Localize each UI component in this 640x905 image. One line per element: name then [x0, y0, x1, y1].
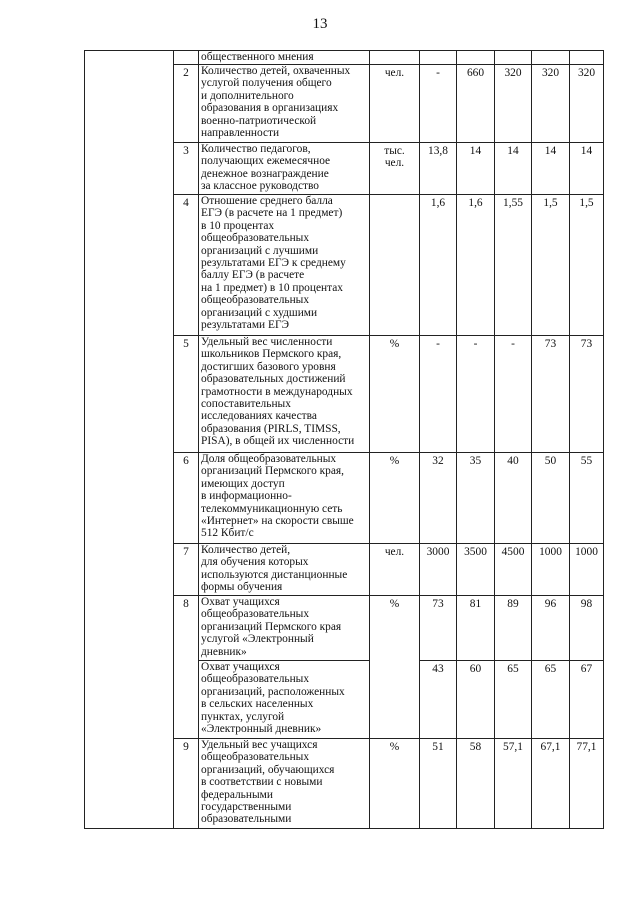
value-cell — [570, 51, 604, 65]
value-cell: 40 — [495, 453, 532, 544]
value-cell: 1,5 — [532, 195, 570, 336]
value-cell: 58 — [457, 739, 495, 829]
value-cell: 98 — [570, 596, 604, 661]
indicator-description: Доля общеобразовательных организаций Пермского края, имеющих доступ в информационно- телекоммуникационную сеть «Интернет» на скорости свыше 512 Кбит/с — [199, 453, 370, 544]
unit-cell — [370, 195, 420, 336]
row-number: 9 — [174, 739, 199, 829]
row-number: 6 — [174, 453, 199, 544]
value-cell: 55 — [570, 453, 604, 544]
value-cell: 14 — [532, 143, 570, 195]
value-cell — [532, 51, 570, 65]
table-row — [85, 51, 604, 65]
value-cell: 1,6 — [457, 195, 495, 336]
value-cell: - — [495, 336, 532, 453]
value-cell: 320 — [495, 65, 532, 143]
row-number: 3 — [174, 143, 199, 195]
value-cell: 73 — [532, 336, 570, 453]
indicator-description: Количество педагогов, получающих ежемесячное денежное вознаграждение за классное руководство — [199, 143, 370, 195]
value-cell: 73 — [420, 596, 457, 661]
value-cell: 1,55 — [495, 195, 532, 336]
indicator-description: Количество детей, охваченных услугой получения общего и дополнительного образования в организациях военно-патриотической направленности — [199, 65, 370, 143]
unit-cell: % — [370, 596, 420, 739]
value-cell: 77,1 — [570, 739, 604, 829]
value-cell: 65 — [495, 661, 532, 739]
unit-cell: чел. — [370, 544, 420, 596]
indicator-description: Удельный вес численности школьников Пермского края, достигших базового уровня образовательных достижений грамотности в международных сопоставительных исследованиях качества образования (PIRLS, TIMSS, PISA), в общей их численности — [199, 336, 370, 453]
value-cell: 67,1 — [532, 739, 570, 829]
value-cell: 13,8 — [420, 143, 457, 195]
indicator-description: Охват учащихся общеобразовательных организаций, расположенных в сельских населенных пунктах, услугой «Электронный дневник» — [199, 661, 370, 739]
value-cell: 320 — [532, 65, 570, 143]
row-number: 4 — [174, 195, 199, 336]
value-cell: 35 — [457, 453, 495, 544]
value-cell: 320 — [570, 65, 604, 143]
value-cell: 3500 — [457, 544, 495, 596]
value-cell: 81 — [457, 596, 495, 661]
page-number: 13 — [312, 16, 328, 32]
value-cell: 660 — [457, 65, 495, 143]
value-cell: 1000 — [532, 544, 570, 596]
unit-cell: % — [370, 739, 420, 829]
value-cell: 43 — [420, 661, 457, 739]
value-cell: - — [420, 65, 457, 143]
value-cell: 14 — [457, 143, 495, 195]
indicator-description: Удельный вес учащихся общеобразовательных организаций, обучающихся в соответствии с новыми федеральными государственными образовательными — [199, 739, 370, 829]
value-cell: 89 — [495, 596, 532, 661]
value-cell: 60 — [457, 661, 495, 739]
unit-cell: тыс. чел. — [370, 143, 420, 195]
indicator-description: Количество детей, для обучения которых используются дистанционные формы обучения — [199, 544, 370, 596]
row-number — [174, 51, 199, 65]
value-cell: 50 — [532, 453, 570, 544]
value-cell — [457, 51, 495, 65]
row-number: 5 — [174, 336, 199, 453]
unit-cell: чел. — [370, 65, 420, 143]
indicator-description: Отношение среднего балла ЕГЭ (в расчете на 1 предмет) в 10 процентах общеобразовательных организаций с лучшими результатами ЕГЭ к среднему баллу ЕГЭ (в расчете на 1 предмет) в 10 процентах общеобразовательных организаций с худшими результатами ЕГЭ — [199, 195, 370, 336]
value-cell: 65 — [532, 661, 570, 739]
row-number: 2 — [174, 65, 199, 143]
row-number: 8 — [174, 596, 199, 739]
indicator-description: Охват учащихся общеобразовательных организаций Пермского края услугой «Электронный дневник» — [199, 596, 370, 661]
unit-cell: % — [370, 453, 420, 544]
value-cell — [495, 51, 532, 65]
value-cell: 4500 — [495, 544, 532, 596]
value-cell: 1000 — [570, 544, 604, 596]
indicator-description: общественного мнения — [199, 51, 370, 65]
unit-cell — [370, 51, 420, 65]
value-cell: 73 — [570, 336, 604, 453]
left-blank-column — [85, 51, 174, 829]
value-cell: 14 — [570, 143, 604, 195]
value-cell: 14 — [495, 143, 532, 195]
row-number: 7 — [174, 544, 199, 596]
value-cell: 32 — [420, 453, 457, 544]
value-cell: 1,6 — [420, 195, 457, 336]
value-cell: 57,1 — [495, 739, 532, 829]
value-cell: - — [457, 336, 495, 453]
value-cell: 1,5 — [570, 195, 604, 336]
value-cell: - — [420, 336, 457, 453]
value-cell: 3000 — [420, 544, 457, 596]
value-cell: 96 — [532, 596, 570, 661]
value-cell: 51 — [420, 739, 457, 829]
value-cell: 67 — [570, 661, 604, 739]
unit-cell: % — [370, 336, 420, 453]
value-cell — [420, 51, 457, 65]
indicator-table — [84, 50, 604, 829]
